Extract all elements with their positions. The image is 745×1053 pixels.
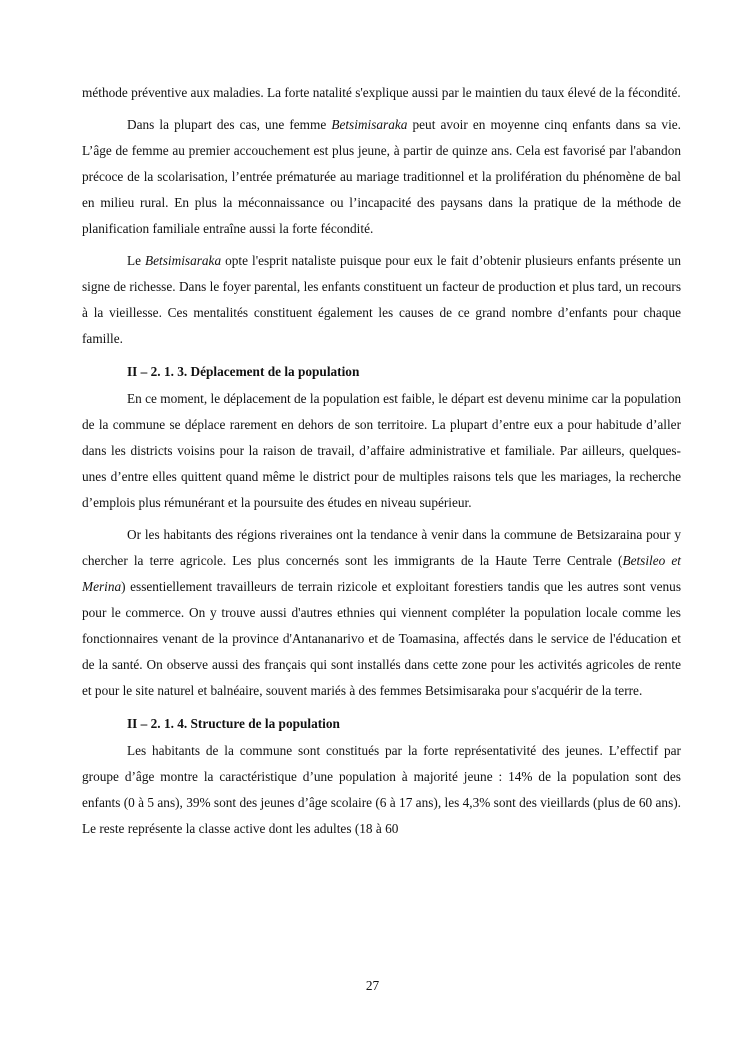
paragraph-esprit-nataliste xyxy=(82,248,681,352)
paragraph-fecondite xyxy=(82,112,681,242)
italic-term-betsileo-merina: Betsileo et Merina xyxy=(82,553,681,594)
page-body xyxy=(82,80,681,848)
paragraph-deplacement: En ce moment, le déplacement de la population est faible, le départ est devenu minime car la population de la commune se déplace rarement en dehors de son territoire. La plupart d’entre eux a pour habitude d’aller dans les districts voisins pour la raison de travail, d’affaire administrative et familiale. Par ailleurs, quelques-unes d’entre elles quittent quand même le district pour de multiples raisons tels que les mariages, la recherche d’emplois plus rémunérant et la poursuite des études en niveau supérieur. xyxy=(82,391,681,510)
paragraph-fecondite-rest: peut avoir en moyenne cinq enfants dans sa vie. L’âge de femme au premier accouchement est plus jeune, à partir de quinze ans. Cela est favorisé par l'abandon précoce de la scolarisation, l’entrée prématurée au mariage traditionnel et la prolifération du phénomène de bal en milieu rural. En plus la méconnaissance ou l’incapacité des paysans dans la pratique de la méthode de planification familiale entraîne aussi la forte fécondité. xyxy=(82,117,681,236)
page-number: 27 xyxy=(365,978,380,993)
paragraph-natalite-continued: méthode préventive aux maladies. La forte natalité s'explique aussi par le maintien du taux élevé de la fécondité. xyxy=(82,85,681,100)
paragraph-fecondite-start: Dans la plupart des cas, une femme xyxy=(127,117,332,132)
paragraph-immigrants xyxy=(82,522,681,704)
italic-term-betsimisaraka-2: Betsimisaraka xyxy=(145,253,222,268)
paragraph-structure: Les habitants de la commune sont constitués par la forte représentativité des jeunes. L’effectif par groupe d’âge montre la caractéristique d’une population à majorité jeune : 14% de la population sont des enfants (0 à 5 ans), 39% sont des jeunes d’âge scolaire (6 à 17 ans), les 4,3% sont des vieillards (plus de 60 ans). Le reste représente la classe active dont les adultes (18 à 60 xyxy=(82,743,681,836)
paragraph-immigrants-start: Or les habitants des régions riveraines ont la tendance à venir dans la commune de Betsizaraina pour y chercher la terre agricole. Les plus concernés sont les immigrants de la Haute Terre Centrale ( xyxy=(82,527,681,568)
section-heading-deplacement: II – 2. 1. 3. Déplacement de la population xyxy=(127,364,360,379)
section-heading-structure: II – 2. 1. 4. Structure de la population xyxy=(127,716,340,731)
paragraph-immigrants-rest: ) essentiellement travailleurs de terrain rizicole et exploitant forestiers tandis que les autres sont venus pour le commerce. On y trouve aussi d'autres ethnies qui viennent compléter la population locale comme les fonctionnaires venant de la province d'Antananarivo et de Toamasina, affectés dans le service de l'éducation et de la santé. On observe aussi des français qui sont installés dans cette zone pour les activités agricoles de rente et pour le site naturel et balnéaire, souvent mariés à des femmes Betsimisaraka pour s'acquérir de la terre. xyxy=(82,579,681,698)
paragraph-esprit-nataliste-start: Le xyxy=(127,253,146,268)
paragraph-esprit-nataliste-rest: opte l'esprit nataliste puisque pour eux le fait d’obtenir plusieurs enfants présente un signe de richesse. Dans le foyer parental, les enfants constituent un facteur de production et plus tard, un recours à la vieillesse. Ces mentalités constituent également les causes de ce grand nombre d’enfants pour chaque famille. xyxy=(82,253,681,346)
italic-term-betsimisaraka: Betsimisaraka xyxy=(331,117,408,132)
